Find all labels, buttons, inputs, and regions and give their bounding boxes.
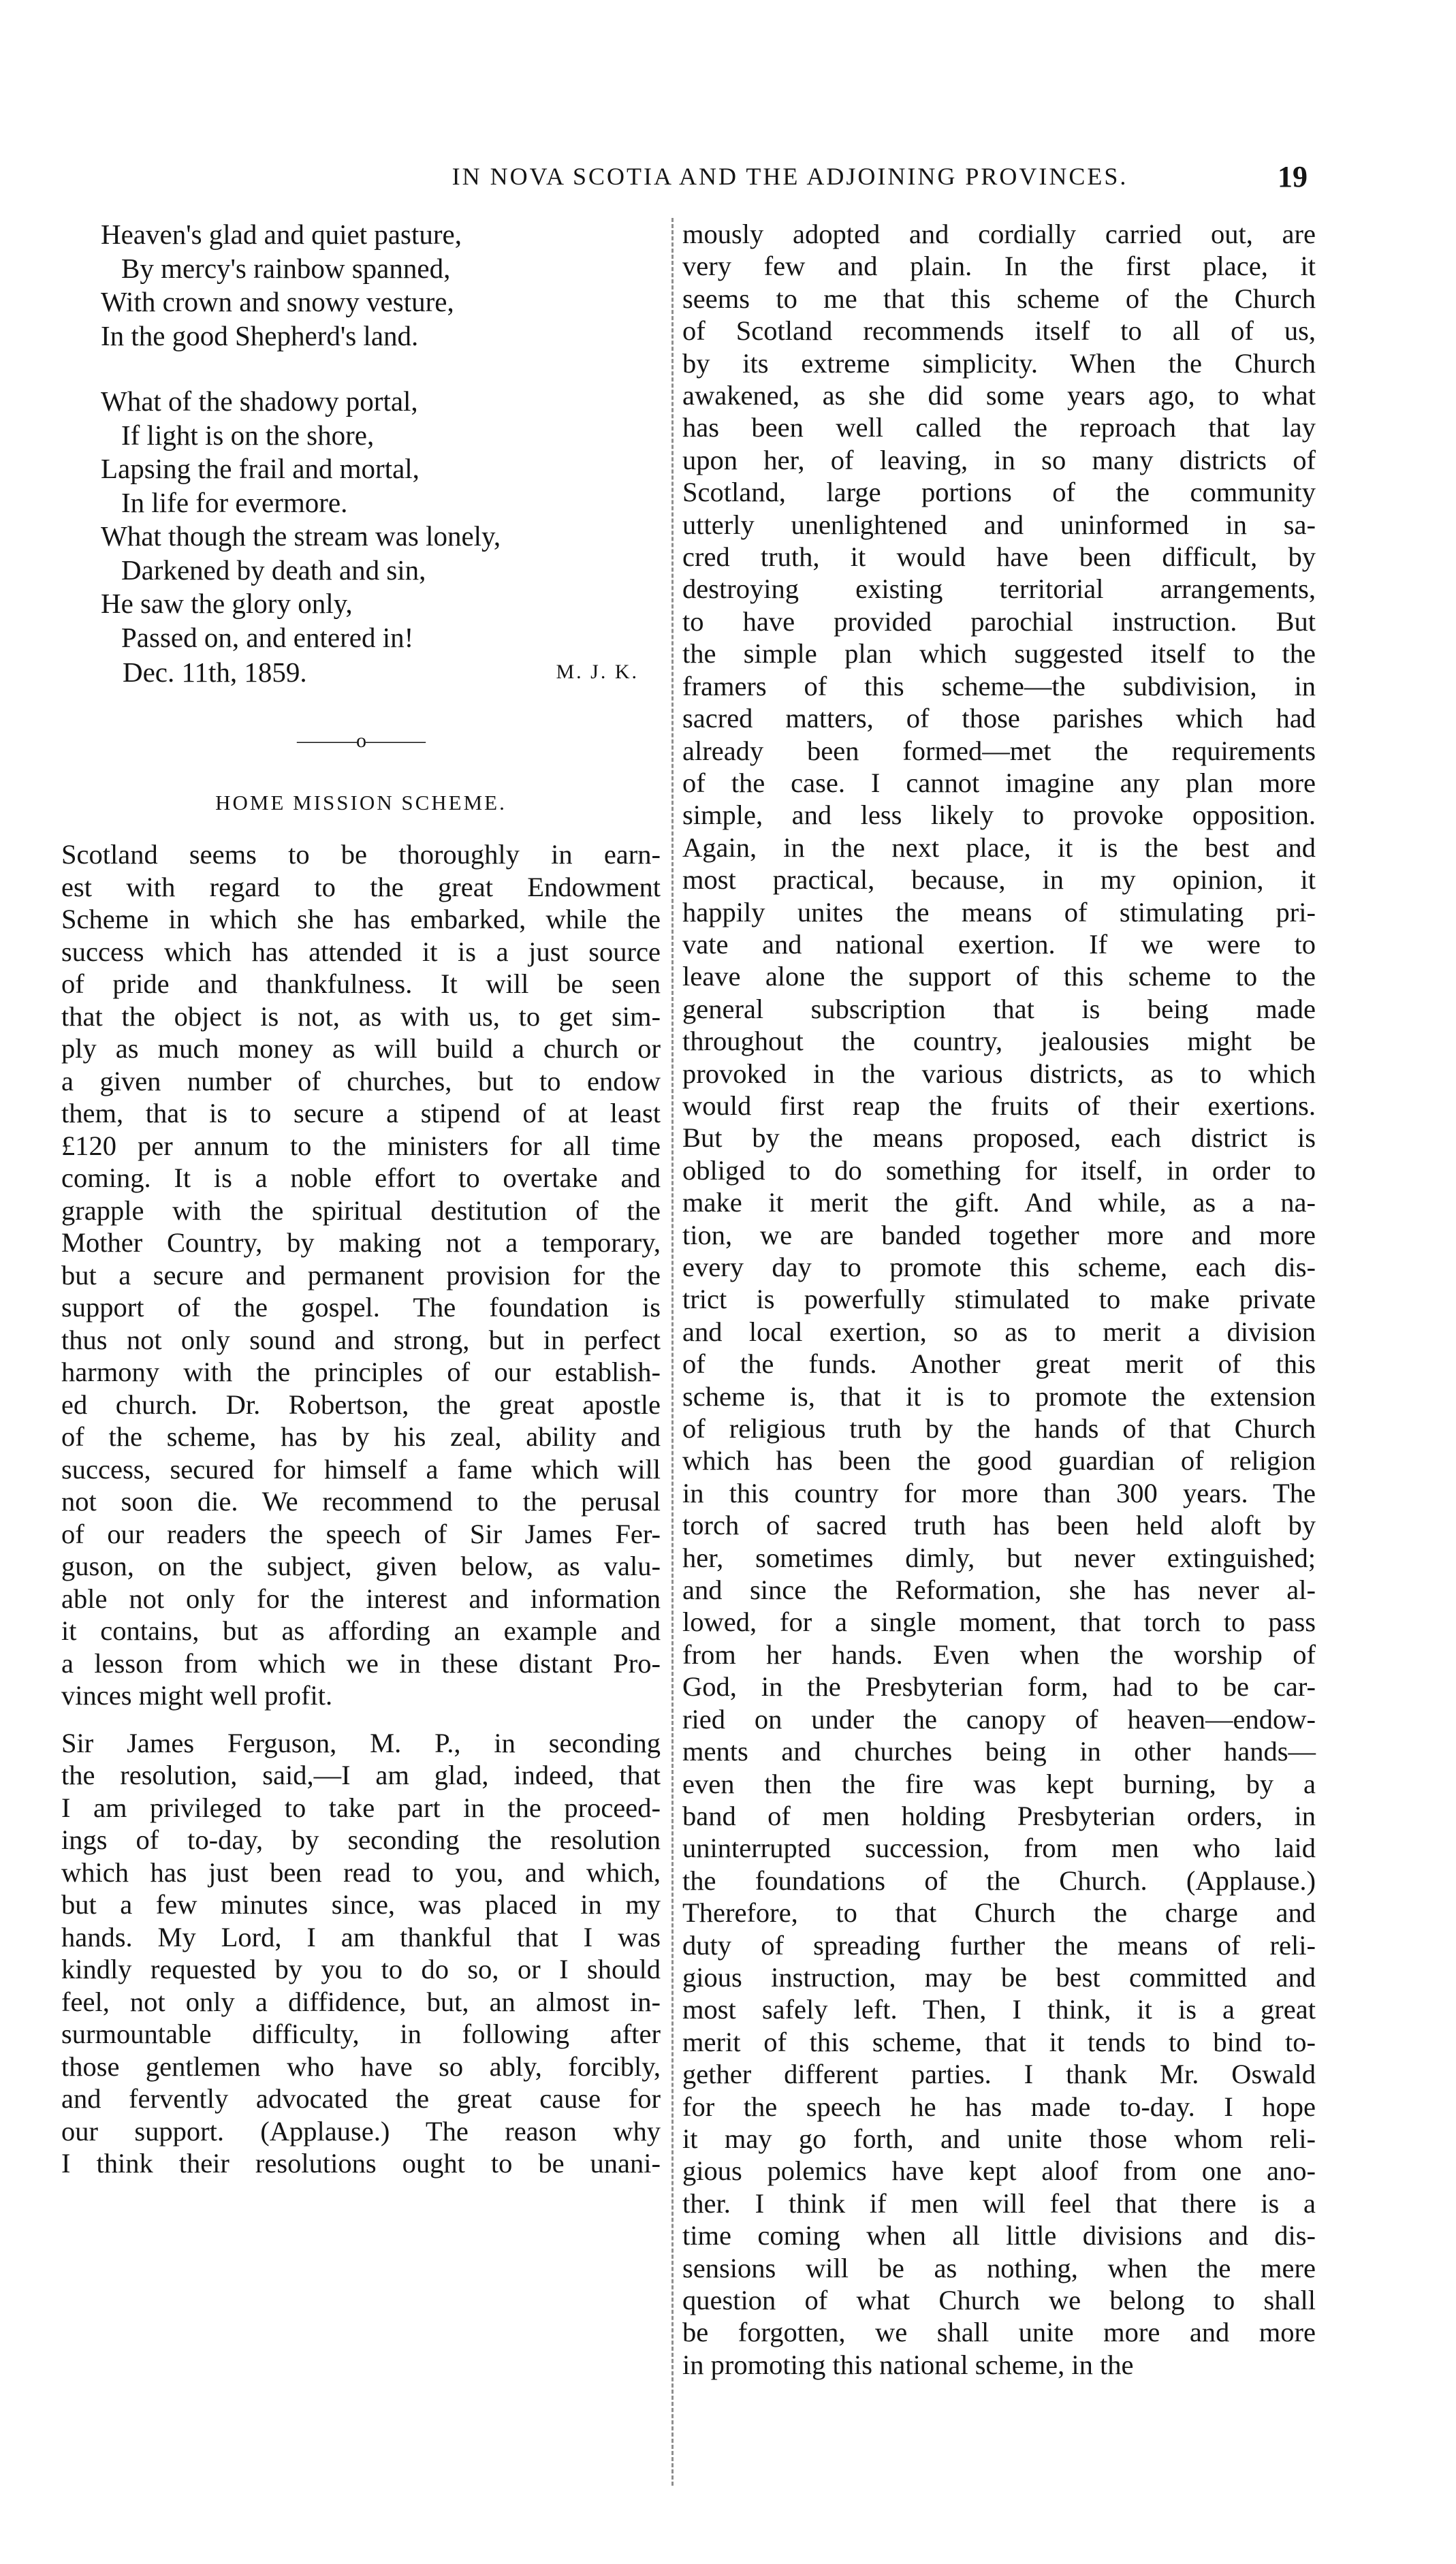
page-header (272, 162, 1308, 196)
text-line: from her hands. Even when the worship of (682, 1639, 1316, 1670)
left-column (61, 218, 661, 2180)
text-line: already been formed—met the requirements (682, 735, 1316, 766)
text-line: Scotland seems to be thoroughly in earn- (61, 839, 661, 870)
intro-paragraph (61, 838, 661, 1712)
poem-line: If light is on the shore, (121, 419, 375, 451)
poem-line: What of the shadowy portal, (101, 385, 418, 417)
text-line: most safely left. Then, I think, it is a great (682, 1994, 1316, 2025)
text-line: provoked in the various districts, as to which (682, 1058, 1316, 1089)
text-line: ings of to-day, by seconding the resolution (61, 1824, 661, 1855)
text-line: and fervently advocated the great cause for (61, 2083, 661, 2114)
text-line: success, secured for himself a fame which will (61, 1453, 661, 1485)
text-line: but a secure and permanent provision for the (61, 1259, 661, 1291)
column-rule (671, 218, 674, 2486)
poem-line: Darkened by death and sin, (121, 554, 426, 586)
text-line: every day to promote this scheme, each dis- (682, 1252, 1316, 1282)
poem-line: By mercy's rainbow spanned, (121, 252, 451, 284)
text-line: ments and churches being in other hands— (682, 1736, 1316, 1767)
poem-line: In the good Shepherd's land. (101, 319, 419, 351)
text-line: guson, on the subject, given below, as valu- (61, 1551, 661, 1581)
text-line: Scotland, large portions of the community (682, 477, 1316, 508)
text-line: I think their resolutions ought to be unani- (61, 2148, 661, 2179)
text-line: it contains, but as affording an example and (61, 1615, 661, 1646)
text-line: mously adopted and cordially carried out, are (682, 219, 1316, 249)
text-line: a lesson from which we in these distant Pro- (61, 1647, 661, 1679)
text-line: utterly unenlightened and uninformed in sa- (682, 509, 1316, 540)
text-line: sacred matters, of those parishes which had (682, 703, 1316, 734)
text-line: but a few minutes since, was placed in my (61, 1889, 661, 1920)
text-line: of the scheme, has by his zeal, ability and (61, 1421, 661, 1452)
text-line: the resolution, said,—I am glad, indeed, that (61, 1760, 661, 1790)
text-line: ried on under the canopy of heaven—endow- (682, 1703, 1316, 1735)
text-line: general subscription that is being made (682, 993, 1316, 1024)
text-line: by its extreme simplicity. When the Church (682, 347, 1316, 379)
running-head: IN NOVA SCOTIA AND THE ADJOINING PROVINCES. (452, 163, 1128, 190)
text-line: But by the means proposed, each district is (682, 1122, 1316, 1154)
text-line: would first reap the fruits of their exertions. (682, 1090, 1316, 1121)
speech-paragraph (61, 1727, 661, 2180)
text-line: success which has attended it is a just source (61, 936, 661, 967)
text-line: framers of this scheme—the subdivision, in (682, 670, 1316, 701)
text-line: uninterrupted succession, from men who laid (682, 1833, 1316, 1864)
text-line: time coming when all little divisions and dis- (682, 2220, 1316, 2251)
text-line: coming. It is a noble effort to overtake and (61, 1162, 661, 1193)
text-line: throughout the country, jealousies might be (682, 1026, 1316, 1057)
text-line: tion, we are banded together more and more (682, 1219, 1316, 1250)
text-line: for the speech he has made to-day. I hope (682, 2091, 1316, 2122)
text-line: destroying existing territorial arrangements, (682, 573, 1316, 605)
text-line: vinces might well profit. (61, 1680, 333, 1711)
text-line: thus not only sound and strong, but in perfect (61, 1324, 661, 1355)
text-line: to have provided parochial instruction. But (682, 605, 1316, 637)
text-line: trict is powerfully stimulated to make private (682, 1284, 1316, 1315)
text-line: Scheme in which she has embarked, while the (61, 904, 661, 934)
text-line: gious instruction, may be best committed and (682, 1961, 1316, 1993)
text-line: Mother Country, by making not a temporary, (61, 1227, 661, 1258)
text-line: make it merit the gift. And while, as a na- (682, 1187, 1316, 1218)
text-line: simple, and less likely to provoke opposition. (682, 800, 1316, 831)
text-line: those gentlemen who have so ably, forcibly, (61, 2051, 661, 2082)
text-line: ed church. Dr. Robertson, the great apostle (61, 1389, 661, 1420)
text-line: cred truth, it would have been difficult, by (682, 541, 1316, 573)
text-line: lowed, for a single moment, that torch to pass (682, 1607, 1316, 1638)
article-title: HOME MISSION SCHEME. (215, 791, 507, 814)
stanza-gap (101, 353, 661, 385)
text-line: able not only for the interest and information (61, 1583, 661, 1614)
text-line: obliged to do something for itself, in order to (682, 1154, 1316, 1186)
text-line: est with regard to the great Endowment (61, 871, 661, 902)
text-line: of the funds. Another great merit of this (682, 1348, 1316, 1380)
poem-line: He saw the glory only, (101, 588, 353, 619)
text-line: of Scotland recommends itself to all of us, (682, 315, 1316, 347)
text-line: very few and plain. In the first place, it (682, 251, 1316, 282)
text-line: ther. I think if men will feel that there is a (682, 2187, 1316, 2219)
text-line: Sir James Ferguson, M. P., in seconding (61, 1727, 661, 1758)
text-line: a given number of churches, but to endow (61, 1065, 661, 1096)
text-line: upon her, of leaving, in so many districts of (682, 444, 1316, 475)
text-line: of pride and thankfulness. It will be seen (61, 968, 661, 999)
text-line: gether different parties. I thank Mr. Oswald (682, 2059, 1316, 2090)
text-line: the foundations of the Church. (Applause.) (682, 1865, 1316, 1896)
text-line: has been well called the reproach that lay (682, 412, 1316, 443)
text-line: even then the fire was kept burning, by a (682, 1768, 1316, 1799)
right-column (682, 218, 1316, 2381)
text-line: it may go forth, and unite those whom reli- (682, 2123, 1316, 2154)
text-line: be forgotten, we shall unite more and more (682, 2317, 1316, 2348)
text-line: support of the gospel. The foundation is (61, 1292, 661, 1323)
text-line: feel, not only a diffidence, but, an almost in- (61, 1986, 661, 2017)
text-line: happily unites the means of stimulating pri- (682, 896, 1316, 928)
text-line: hands. My Lord, I am thankful that I was (61, 1921, 661, 1952)
text-line: £120 per annum to the ministers for all time (61, 1130, 661, 1161)
text-line: harmony with the principles of our establish- (61, 1357, 661, 1387)
text-line: surmountable difficulty, in following after (61, 2019, 661, 2049)
text-line: most practical, because, in my opinion, it (682, 864, 1316, 896)
text-line: of religious truth by the hands of that Church (682, 1413, 1316, 1444)
poem-line: In life for evermore. (121, 486, 348, 518)
text-line: duty of spreading further the means of reli- (682, 1929, 1316, 1961)
text-line: ply as much money as will build a church or (61, 1033, 661, 1064)
text-line: Therefore, to that Church the charge and (682, 1897, 1316, 1929)
text-line: not soon die. We recommend to the perusal (61, 1486, 661, 1517)
text-line: merit of this scheme, that it tends to bind to- (682, 2026, 1316, 2057)
poem-line: Heaven's glad and quiet pasture, (101, 219, 462, 250)
section-divider: ———o——— (297, 729, 425, 752)
text-line: scheme is, that it is to promote the extension (682, 1380, 1316, 1412)
text-line: which has just been read to you, and which, (61, 1856, 661, 1888)
text-line: question of what Church we belong to shall (682, 2285, 1316, 2315)
paragraph-gap (61, 1712, 661, 1727)
text-line: grapple with the spiritual destitution of the (61, 1194, 661, 1226)
text-line: them, that is to secure a stipend of at least (61, 1098, 661, 1128)
text-line: gious polemics have kept aloof from one ano- (682, 2155, 1316, 2187)
text-line: and local exertion, so as to merit a division (682, 1316, 1316, 1347)
text-line: vate and national exertion. If we were to (682, 928, 1316, 960)
text-line: Again, in the next place, it is the best and (682, 832, 1316, 863)
poem-signoff (61, 654, 661, 690)
text-line: in promoting this national scheme, in the (682, 2349, 1134, 2380)
text-line: her, sometimes dimly, but never extinguished; (682, 1542, 1316, 1573)
text-line: of the case. I cannot imagine any plan more (682, 767, 1316, 798)
text-line: sensions will be as nothing, when the mere (682, 2252, 1316, 2283)
text-line: band of men holding Presbyterian orders, in (682, 1800, 1316, 1831)
page-number: 19 (1278, 160, 1308, 193)
text-line: God, in the Presbyterian form, had to be car- (682, 1671, 1316, 1703)
poem-line: Lapsing the frail and mortal, (101, 453, 420, 484)
speech-continued (682, 218, 1316, 2381)
text-line: awakened, as she did some years ago, to what (682, 380, 1316, 411)
text-line: that the object is not, as with us, to get sim- (61, 1000, 661, 1032)
text-line: leave alone the support of this scheme to the (682, 961, 1316, 992)
poem-line: What though the stream was lonely, (101, 520, 501, 552)
text-line: the simple plan which suggested itself to the (682, 638, 1316, 669)
text-line: our support. (Applause.) The reason why (61, 2115, 661, 2147)
poem-line: With crown and snowy vesture, (101, 286, 454, 317)
text-line: which has been the good guardian of religion (682, 1445, 1316, 1476)
text-line: of our readers the speech of Sir James Fer- (61, 1518, 661, 1549)
text-line: in this country for more than 300 years. The (682, 1477, 1316, 1508)
poem-initials: M. J. K. (556, 661, 639, 683)
text-line: I am privileged to take part in the proceed- (61, 1792, 661, 1823)
poem-line: Passed on, and entered in! (121, 621, 414, 653)
text-line: and since the Reformation, she has never al- (682, 1574, 1316, 1606)
text-line: torch of sacred truth has been held aloft by (682, 1510, 1316, 1541)
text-line: kindly requested by you to do so, or I should (61, 1954, 661, 1984)
text-line: seems to me that this scheme of the Church (682, 283, 1316, 314)
poem-date: Dec. 11th, 1859. (123, 656, 307, 688)
poem (101, 218, 661, 654)
